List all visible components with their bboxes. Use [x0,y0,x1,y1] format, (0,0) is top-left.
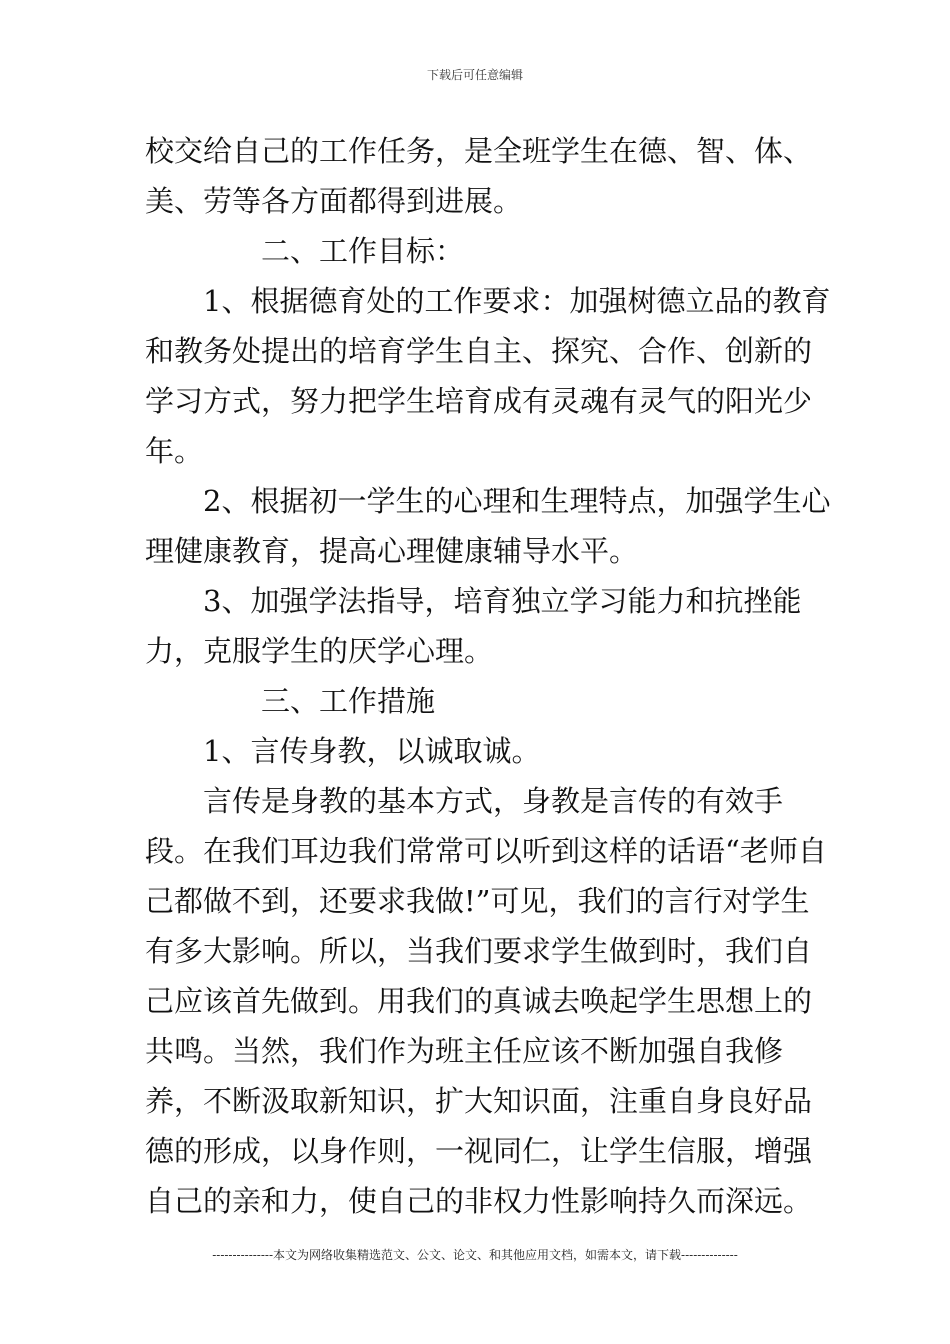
measure-item-1: 1、言传身教，以诚取诚。 [203,734,541,768]
goal-item-3: 3、加强学法指导，培育独立学习能力和抗挫能力，克服学生的厌学心理。 [145,584,802,668]
measure-paragraph: 言传是身教的基本方式，身教是言传的有效手段。在我们耳边我们常常可以听到这样的话语“老师自己都做不到，还要求我做!”可见，我们的言行对学生有多大影响。所以，当我们要求学生做到时，我们自己应该首先做到。用我们的真诚去唤起学生思想上的共鸣。当然，我们作为班主任应该不断加强自我修养，不断汲取新知识，扩大知识面，注重自身良好品德的形成，以身作则，一视同仁，让学生信服，增强自己的亲和力，使自己的非权力性影响持久而深远。 [145,784,827,1218]
page-header: 下载后可任意编辑 [426,68,523,82]
goal-item-2: 2、根据初一学生的心理和生理特点，加强学生心理健康教育，提高心理健康辅导水平。 [145,484,831,568]
document-body [145,126,835,1226]
goal-item-1: 1、根据德育处的工作要求：加强树德立品的教育和教务处提出的培育学生自主、探究、合作、创新的学习方式，努力把学生培育成有灵魂有灵气的阳光少年。 [145,284,831,468]
section-heading-measures: 三、工作措施 [261,684,436,718]
paragraph-continuation: 校交给自己的工作任务，是全班学生在德、智、体、美、劳等各方面都得到进展。 [145,134,813,218]
page-footer: ---------------本文为网络收集精选范文、公文、论文、和其他应用文档，如需本文，请下载-------------- [212,1248,738,1262]
section-heading-goals: 二、工作目标： [261,234,465,268]
